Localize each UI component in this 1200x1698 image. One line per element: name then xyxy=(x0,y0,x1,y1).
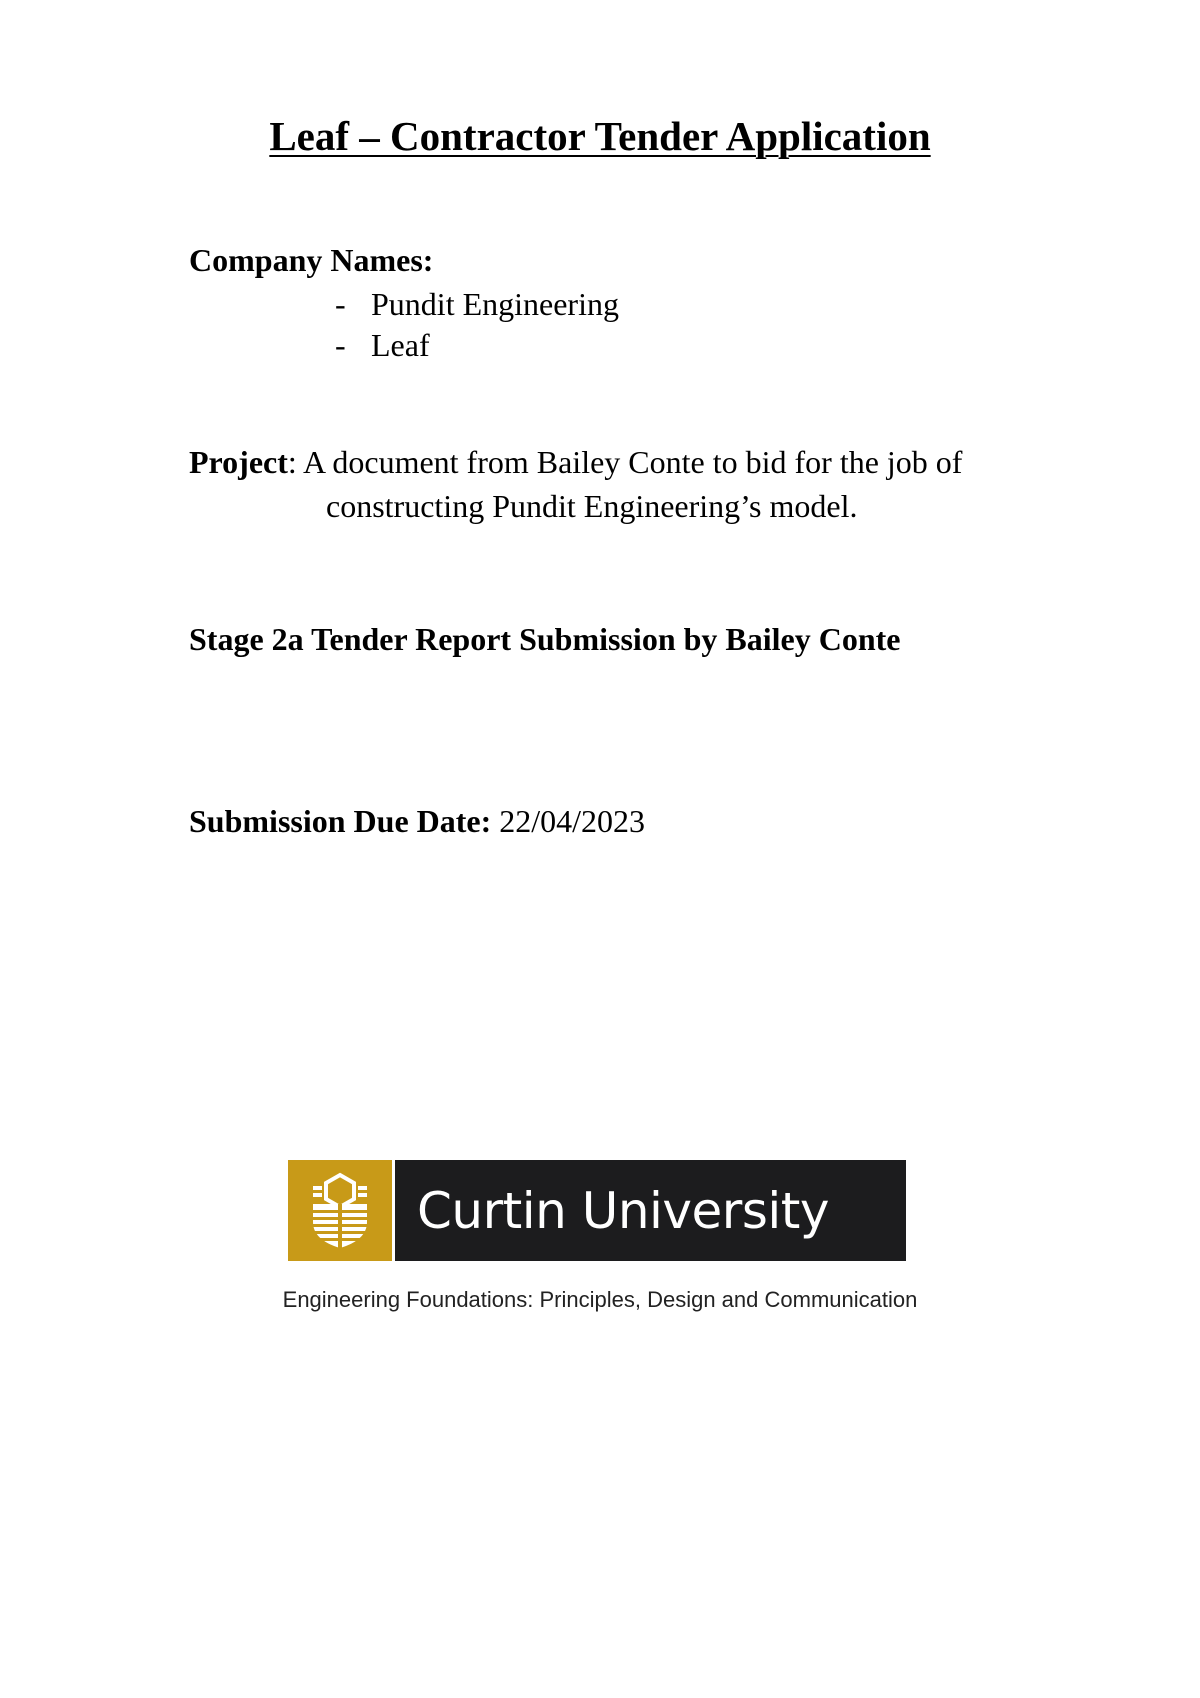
curtin-university-logo xyxy=(288,1160,906,1261)
project-section xyxy=(189,440,1089,528)
company-name-item: - Pundit Engineering xyxy=(335,284,619,325)
project-separator: : xyxy=(287,444,297,480)
crest-shield-icon xyxy=(307,1172,373,1250)
curtin-crest-icon xyxy=(288,1160,392,1261)
due-date-value: 22/04/2023 xyxy=(491,803,646,839)
company-names-list xyxy=(335,284,619,366)
project-description-line2: constructing Pundit Engineering’s model. xyxy=(326,488,858,524)
company-names-label: Company Names: xyxy=(189,242,434,278)
project-description-line1: A document from Bailey Conte to bid for the job of xyxy=(296,444,963,480)
course-footer: Engineering Foundations: Principles, Design and Communication xyxy=(282,1287,918,1312)
logo-wordmark: Curtin University xyxy=(395,1160,906,1261)
document-title: Leaf – Contractor Tender Application xyxy=(269,113,931,159)
stage-heading: Stage 2a Tender Report Submission by Bailey Conte xyxy=(189,621,901,657)
due-date-label: Submission Due Date: xyxy=(189,803,492,839)
company-name-item: - Leaf xyxy=(335,325,619,366)
due-date-section xyxy=(189,803,645,840)
project-label: Project xyxy=(189,444,288,480)
